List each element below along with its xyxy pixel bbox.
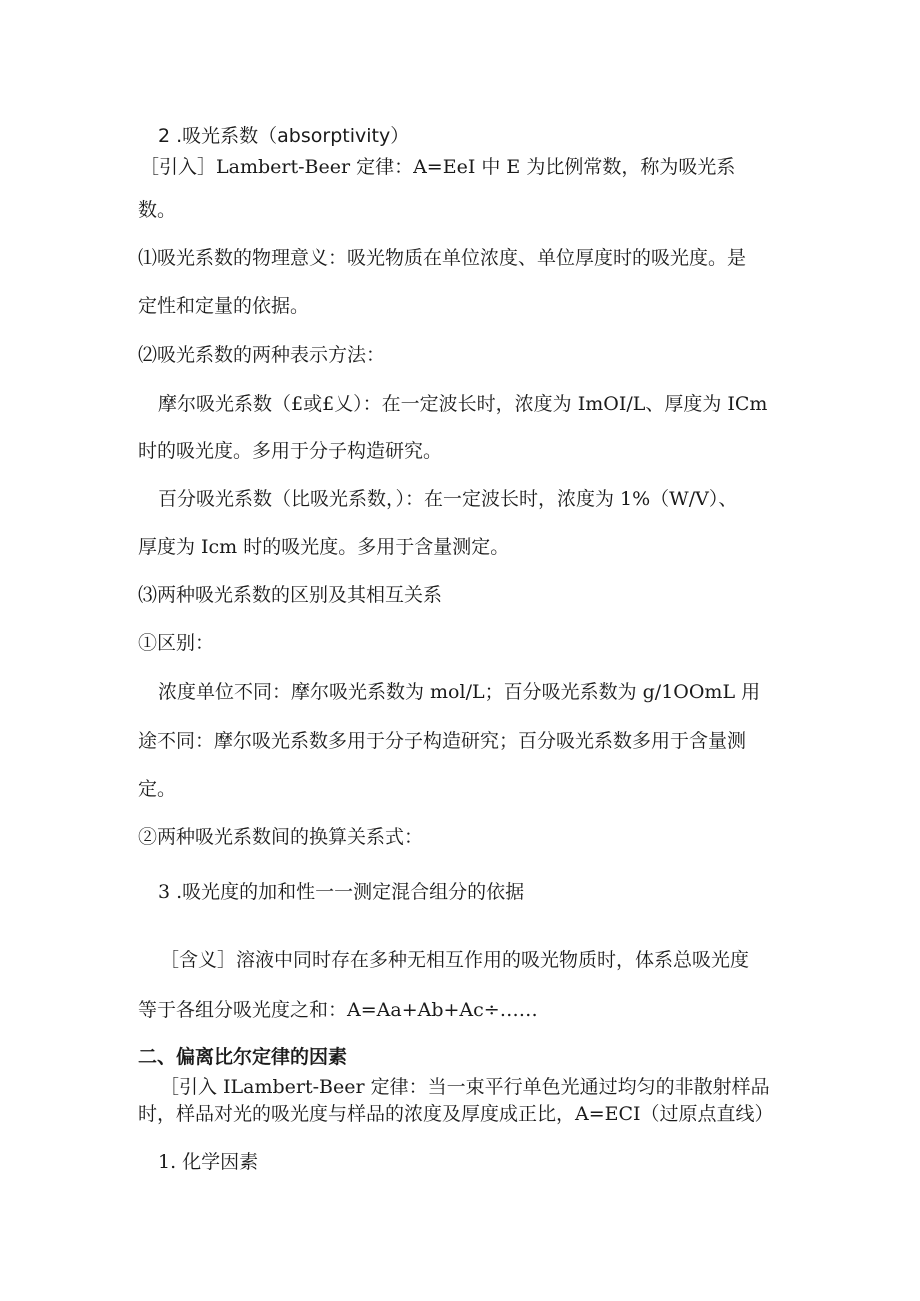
molar-absorptivity-line-2: 时的吸光度。多用于分子构造研究。: [138, 440, 443, 462]
item-1-line-2: 定性和定量的依据。: [138, 295, 310, 317]
percent-absorptivity-line-1: 百分吸光系数（比吸光系数，）：在一定波长时，浓度为 1%（W/V）、: [158, 488, 738, 510]
section-2-intro-line-1: ［引入］Lambert-Beer 定律：A=EeI 中 E 为比例常数，称为吸光系: [140, 156, 736, 178]
section-3-heading: 3 .吸光度的加和性一一测定混合组分的依据: [158, 881, 525, 903]
section-3-meaning-line-1: ［含义］溶液中同时存在多种无相互作用的吸光物质时，体系总吸光度: [160, 949, 750, 971]
part-2-intro-line-2: 时，样品对光的吸光度与样品的浓度及厚度成正比，A=ECI（过原点直线）: [138, 1103, 774, 1125]
item-1-line-1: ⑴吸光系数的物理意义：吸光物质在单位浓度、单位厚度时的吸光度。是: [138, 247, 747, 269]
difference-line-3: 定。: [138, 778, 177, 800]
difference-heading: ①区别：: [138, 632, 215, 654]
percent-absorptivity-line-2: 厚度为 Icm 时的吸光度。多用于含量测定。: [138, 536, 510, 558]
conversion-heading: ②两种吸光系数间的换算关系式：: [138, 826, 424, 848]
section-3-meaning-line-2: 等于各组分吸光度之和：A=Aa+Ab+Ac÷……: [138, 999, 538, 1021]
part-2-heading: 二、偏离比尔定律的因素: [138, 1046, 348, 1068]
difference-line-2: 途不同：摩尔吸光系数多用于分子构造研究；百分吸光系数多用于含量测: [138, 730, 747, 752]
section-2-intro-line-2: 数。: [138, 199, 177, 221]
item-3-heading: ⑶两种吸光系数的区别及其相互关系: [138, 584, 443, 606]
difference-line-1: 浓度单位不同：摩尔吸光系数为 mol/L；百分吸光系数为 g/1OOmL 用: [158, 681, 761, 703]
item-2-heading: ⑵吸光系数的两种表示方法：: [138, 344, 386, 366]
section-2-heading: 2 .吸光系数（absorptivity）: [158, 125, 410, 147]
part-2-intro-line-1: ［引入 ILambert-Beer 定律：当一束平行单色光通过均匀的非散射样品: [160, 1076, 770, 1098]
sub-section-chemical-factors: 1. 化学因素: [158, 1151, 259, 1173]
molar-absorptivity-line-1: 摩尔吸光系数（£或£乂）：在一定波长时，浓度为 ImOI/L、厚度为 ICm: [158, 393, 768, 415]
